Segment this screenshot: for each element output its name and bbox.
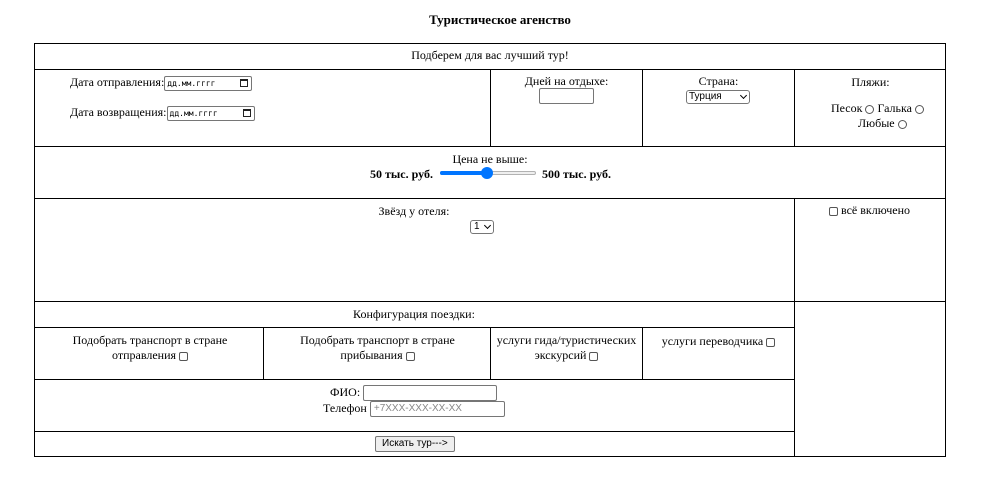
return-date-input[interactable]: дд.мм.гггг <box>167 106 255 121</box>
guide-label: услуги гида/туристических экскурсий <box>496 333 637 362</box>
days-label: Дней на отдыхе: <box>524 74 609 88</box>
chevron-down-icon <box>484 222 491 229</box>
beach-any-label: Любые <box>858 116 895 130</box>
row-divider <box>34 431 795 432</box>
fio-input[interactable] <box>363 385 497 401</box>
transport-departure-cell <box>60 333 240 363</box>
slider-thumb[interactable] <box>481 167 493 179</box>
form-heading: Подберем для вас лучший тур! <box>411 48 569 62</box>
return-label: Дата возвращения: <box>70 105 167 119</box>
beach-sand-radio[interactable] <box>865 105 874 114</box>
departure-row <box>70 75 252 91</box>
calendar-icon[interactable] <box>243 109 251 117</box>
guide-checkbox[interactable] <box>589 352 598 361</box>
row-divider <box>34 146 946 147</box>
fio-label: ФИО: <box>330 385 361 399</box>
beach-pebble-label: Галька <box>877 101 912 115</box>
transport-departure-label: Подобрать транспорт в стране отправления <box>72 333 228 362</box>
price-label: Цена не выше: <box>452 152 528 166</box>
translator-cell <box>643 334 794 349</box>
beach-any-row <box>858 116 907 131</box>
config-label: Конфигурация поездки: <box>353 307 475 321</box>
beach-pebble-radio[interactable] <box>915 105 924 114</box>
all-inclusive-label: всё включено <box>841 203 911 217</box>
phone-label: Телефон <box>323 401 367 415</box>
price-min-label: 50 тыс. руб. <box>370 167 433 181</box>
translator-checkbox[interactable] <box>766 338 775 347</box>
page-title: Туристическое агенство <box>429 12 571 27</box>
beach-options-row <box>831 101 924 116</box>
stars-label: Звёзд у отеля: <box>378 204 450 218</box>
row-divider <box>34 301 946 302</box>
country-label: Страна: <box>698 74 739 88</box>
row-divider <box>34 327 795 328</box>
transport-arrival-cell <box>290 333 465 363</box>
beach-sand-label: Песок <box>831 101 863 115</box>
col-divider <box>794 198 795 457</box>
transport-arrival-checkbox[interactable] <box>406 352 415 361</box>
beach-any-radio[interactable] <box>898 120 907 129</box>
departure-label: Дата отправления: <box>70 75 165 89</box>
days-input[interactable] <box>539 88 594 104</box>
stars-select[interactable]: 1 <box>470 220 494 234</box>
transport-departure-checkbox[interactable] <box>179 352 188 361</box>
col-divider <box>263 327 264 379</box>
guide-cell <box>491 333 642 363</box>
beaches-label: Пляжи: <box>851 75 890 89</box>
slider-fill <box>440 171 487 175</box>
return-row <box>70 105 255 121</box>
country-select[interactable]: Турция <box>686 90 750 104</box>
calendar-icon[interactable] <box>240 79 248 87</box>
row-divider <box>34 379 795 380</box>
departure-date-input[interactable]: дд.мм.гггг <box>164 76 252 91</box>
phone-input[interactable]: +7XXX-XXX-XX-XX <box>370 401 505 417</box>
all-inclusive-checkbox[interactable] <box>829 207 838 216</box>
fio-row <box>330 385 497 401</box>
price-max-label: 500 тыс. руб. <box>542 167 611 181</box>
price-slider[interactable] <box>440 170 536 176</box>
search-tour-button[interactable]: Искать тур---> <box>375 436 455 452</box>
transport-arrival-label: Подобрать транспорт в стране прибывания <box>300 333 455 362</box>
chevron-down-icon <box>740 92 747 99</box>
row-divider <box>34 198 946 199</box>
phone-row <box>323 401 505 417</box>
all-inclusive-row <box>829 203 910 218</box>
translator-label: услуги переводчика <box>661 334 764 348</box>
